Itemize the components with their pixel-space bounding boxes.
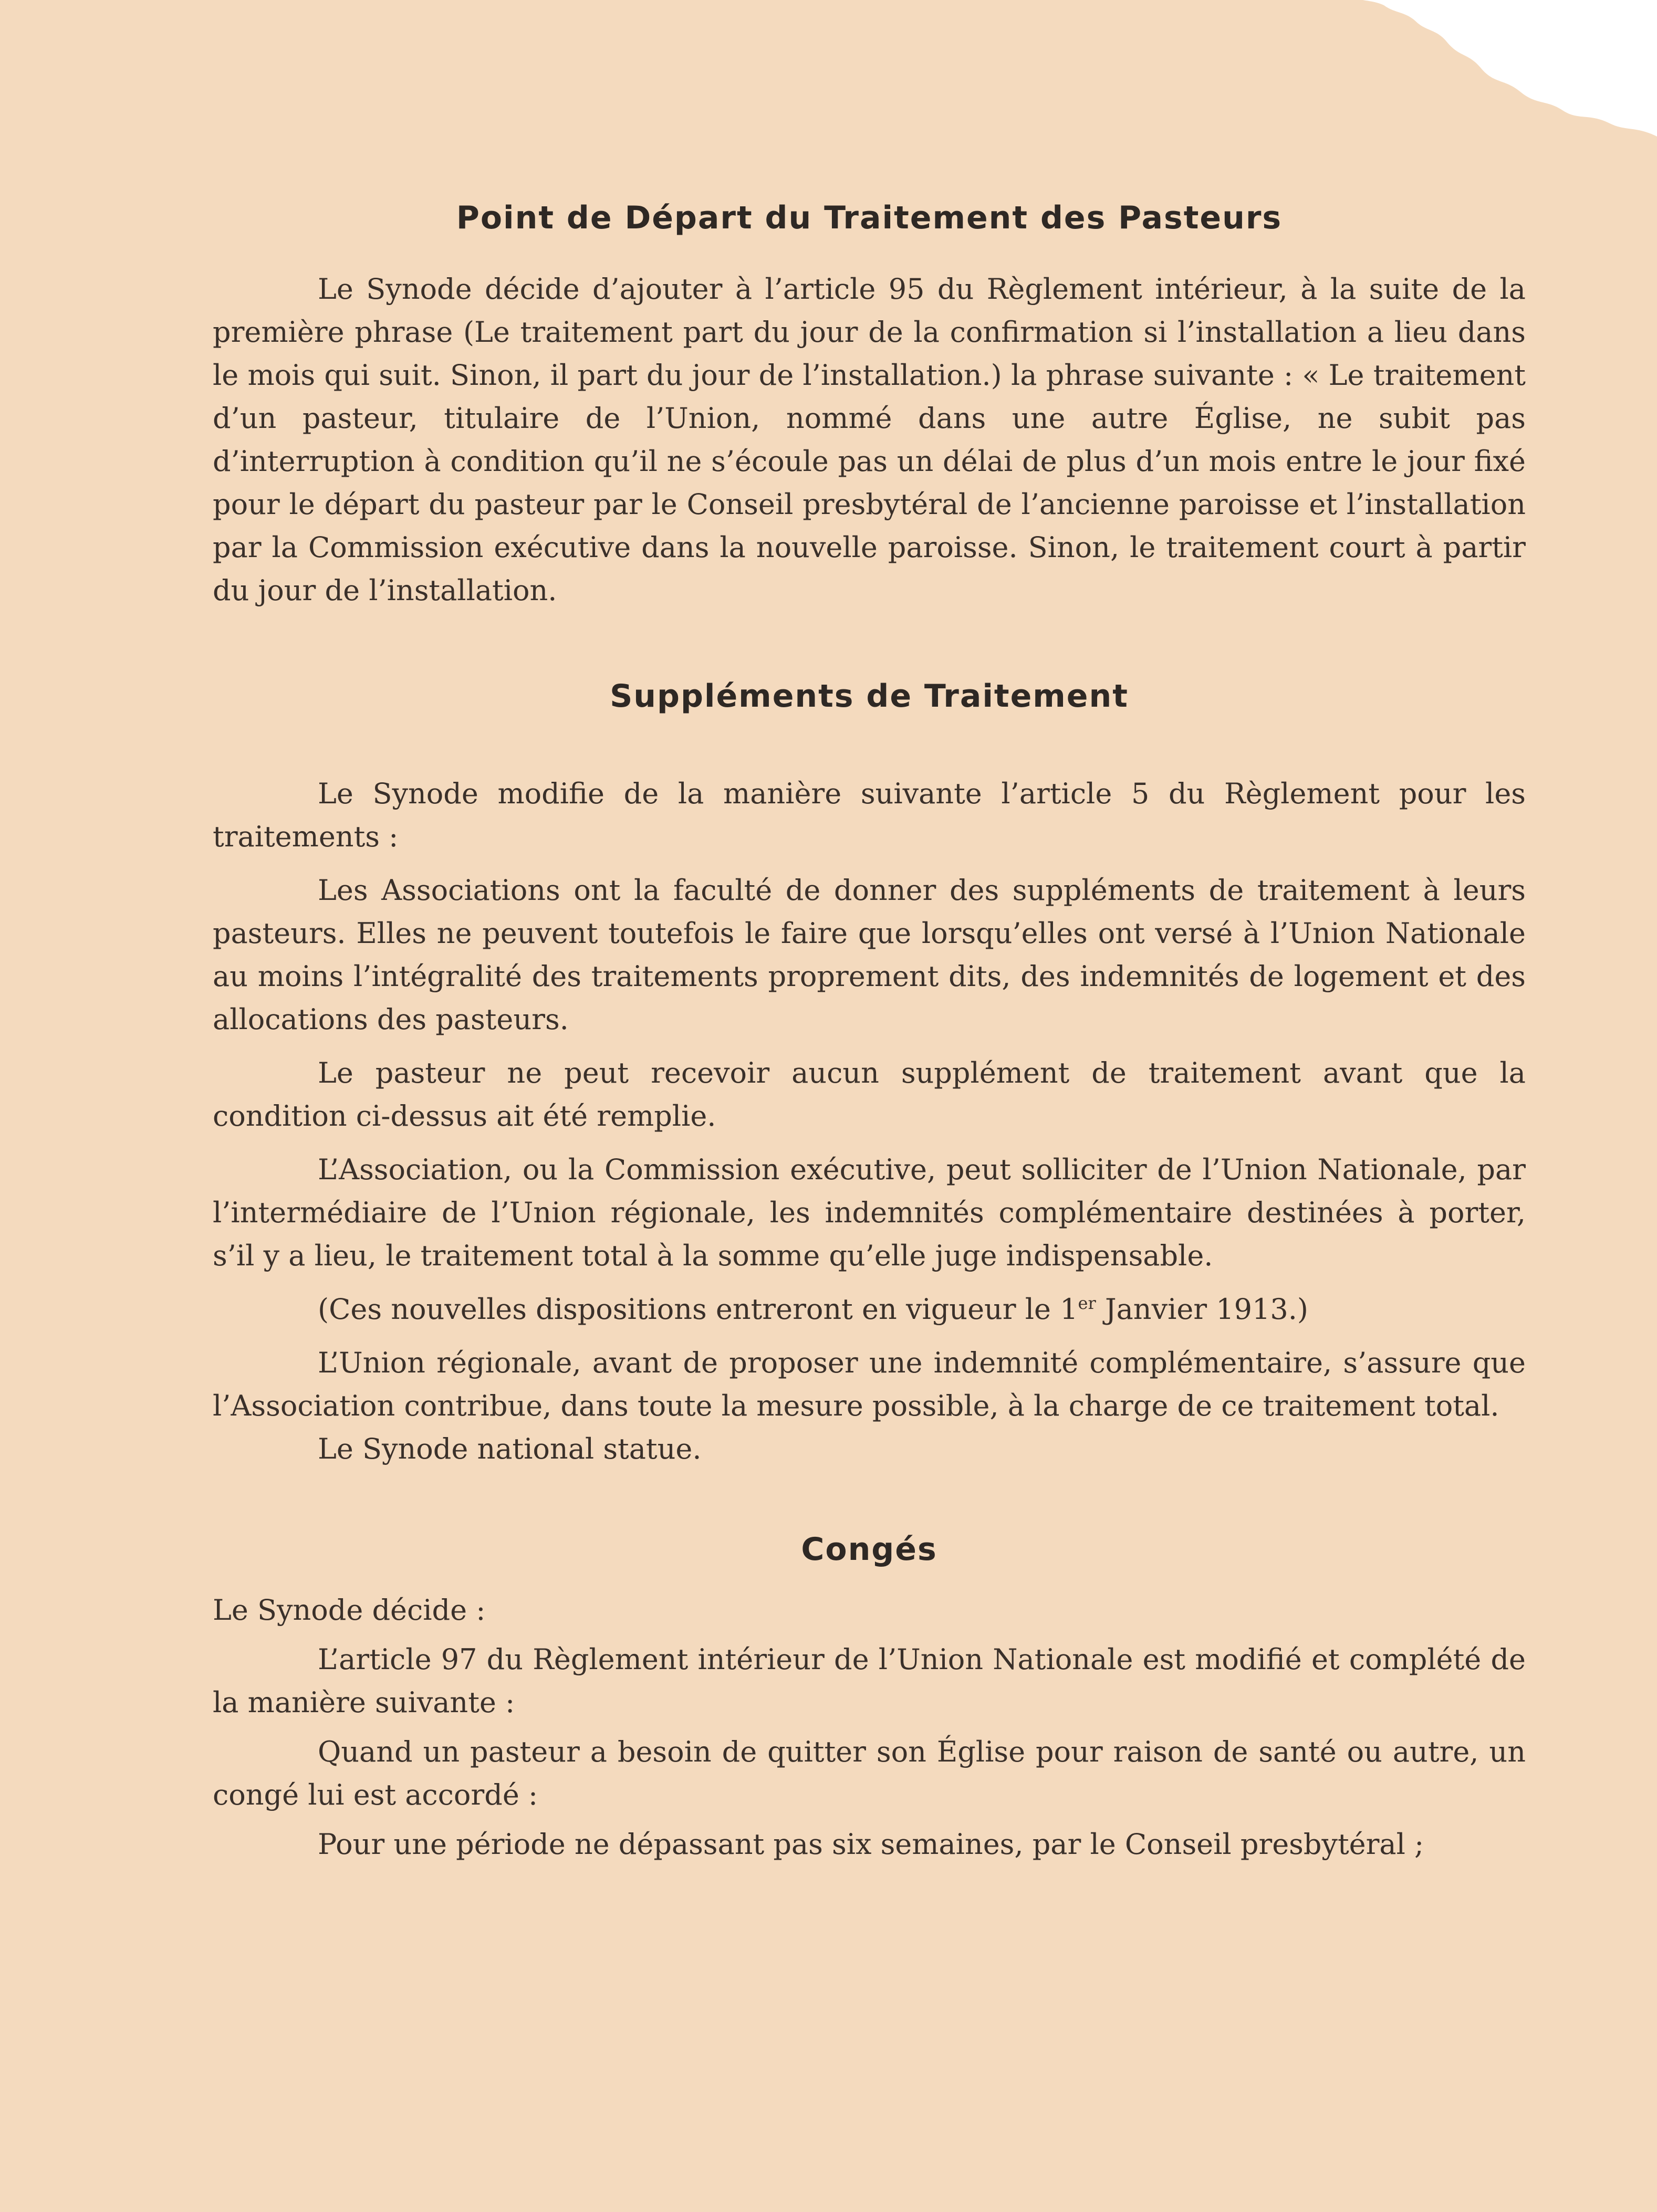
superscript: er (1078, 1293, 1096, 1313)
document-body (213, 200, 1526, 1866)
paragraph: Le Synode décide d’ajouter à l’article 95 du Règlement intérieur, à la suite de la première phrase (Le traitement part du jour de la confirmation si l’installation a lieu dans le mois qui suit. Sinon, il part du jour de l’installation.) la phrase suivante : « Le traitement d’un pasteur, titulaire de l’Union, nommé dans une autre Église, ne subit pas d’interruption à condition qu’il ne s’écoule pas un délai de plus d’un mois entre le jour fixé pour le départ du pasteur par le Conseil presbytéral de l’ancienne paroisse et l’installation par la Commission exécutive dans la nouvelle paroisse. Sinon, le traitement court à partir du jour de l’installation. (213, 272, 1526, 607)
section-title-supplements: Suppléments de Traitement (610, 678, 1129, 715)
paragraph: Quand un pasteur a besoin de quitter son Église pour raison de santé ou autre, un congé lui est accordé : (213, 1735, 1526, 1811)
paragraph: Les Associations ont la faculté de donner des suppléments de traitement à leurs pasteurs. Elles ne peuvent toutefois le faire que lorsqu’elles ont versé à l’Union Nationale au moins l’intégralité des traitements proprement dits, des indemnités de logement et des allocations des pasteurs. (213, 874, 1526, 1036)
paragraph-text: (Ces nouvelles dispositions entreront en vigueur le 1 (318, 1293, 1078, 1326)
paragraph: Le pasteur ne peut recevoir aucun supplément de traitement avant que la condition ci-dessus ait été remplie. (213, 1056, 1526, 1133)
paragraph: L’Union régionale, avant de proposer une indemnité complémentaire, s’assure que l’Association contribue, dans toute la mesure possible, à la charge de ce traitement total. (213, 1346, 1526, 1422)
paragraph: Le Synode modifie de la manière suivante l’article 5 du Règlement pour les traitements : (213, 777, 1526, 853)
paragraph: L’Association, ou la Commission exécutive, peut solliciter de l’Union Nationale, par l’intermédiaire de l’Union régionale, les indemnités complémentaire destinées à porter, s’il y a lieu, le traitement total à la somme qu’elle juge indispensable. (213, 1153, 1526, 1272)
section-title-point-de-depart: Point de Départ du Traitement des Pasteurs (456, 200, 1283, 236)
paragraph: Le Synode décide : (213, 1594, 486, 1627)
paragraph: Pour une période ne dépassant pas six semaines, par le Conseil presbytéral ; (318, 1828, 1424, 1861)
paragraph (213, 1288, 1526, 1331)
paragraph: L’article 97 du Règlement intérieur de l’Union Nationale est modifié et complété de la manière suivante : (213, 1643, 1526, 1719)
paragraph-text: Janvier 1913.) (1096, 1293, 1308, 1326)
torn-corner (1363, 0, 1657, 137)
paragraph: Le Synode national statue. (318, 1432, 702, 1465)
section-title-conges: Congés (801, 1531, 937, 1568)
